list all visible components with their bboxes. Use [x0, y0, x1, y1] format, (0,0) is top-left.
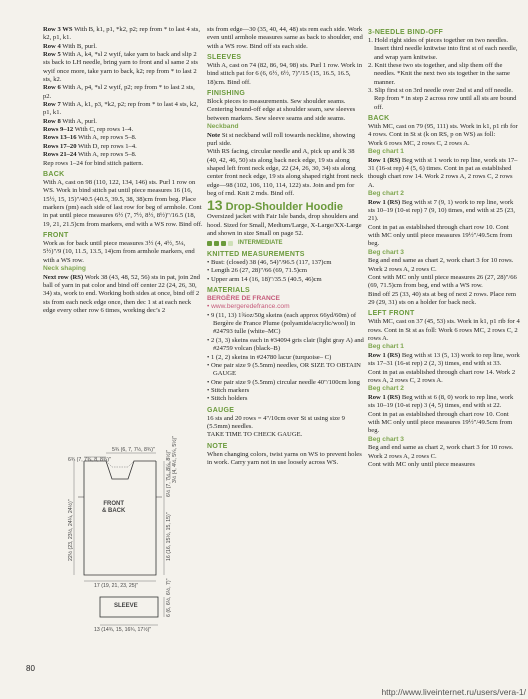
neck-shaping-heading: Neck shaping: [43, 264, 86, 272]
lf-chart3-text3: Cont with MC only until piece measures: [368, 461, 475, 468]
chart3-text2: Work 2 rows A, 2 rows C.: [368, 265, 437, 273]
right3-measurement: 16 (16, 15½, 15, 15)": [166, 512, 172, 561]
hoodie-back-text: With MC, cast on 79 (95, 111) sts. Work in k1, p1 rib for 4 rows. Cont in St st (k on RS, p on WS) as foll:: [368, 123, 518, 139]
brand-url[interactable]: • www.bergeredefrance.com: [207, 303, 290, 311]
measurement-item: • Upper arm 14 (16, 18)"/35.5 (40.5, 46)cm: [207, 275, 322, 283]
lf-chart2-heading: Beg chart 2: [368, 385, 404, 393]
measurement-item: • Length 26 (27, 28)"/66 (69, 71.5)cm: [207, 267, 308, 275]
schematic-diagram: [62, 435, 212, 649]
material-item: • 9 (11, 13) 1¾oz/50g skeins (each approx 66yd/60m) of Bergère de France Plume (polyamide/acrylic/wool) in #24793 tulle (white–MC): [207, 311, 357, 336]
pattern-row: Rows 9–12 With C, rep rows 1–4.: [43, 126, 134, 134]
skill-level: [207, 239, 365, 247]
gauge-heading: GAUGE: [207, 406, 235, 414]
pattern-row: Row 7 With A, k1, p3, *k2, p2; rep from * to last 4 sts, k2, p1, k1.: [43, 101, 199, 117]
pattern-row: Row 8 With A, purl.: [43, 117, 97, 125]
note-text: When changing colors, twist yarns on WS to prevent holes in work. Carry yarn not in use loosely across WS.: [207, 450, 362, 466]
bottom-measurement: 17 (19, 21, 23, 25)": [94, 583, 139, 589]
materials-heading: MATERIALS: [207, 286, 251, 294]
chart3-text4: Bind off 25 (33, 40) sts at beg of next 2 rows. Place rem 29 (29, 31) sts on a holder for back neck.: [368, 290, 517, 307]
lf-chart1-heading: Beg chart 1: [368, 343, 404, 351]
schematic-svg: [62, 439, 212, 649]
neckband-heading: Neckband: [207, 123, 239, 131]
chart3-text: Beg and end same as chart 2, work chart 3 for 10 rows.: [368, 257, 514, 265]
gauge-check: TAKE TIME TO CHECK GAUGE.: [207, 431, 303, 439]
chart2-text: Row 1 (RS) Beg with st 7 (9, 1) work to rep line, work sts 10–19 (10-st rep) 7 (9, 10) times, end with st 25 (23, 21).: [368, 198, 516, 223]
lf-chart2-text2: Cont in pat as established through chart row 10. Cont with MC only until piece measures 19½"/49.5cm from beg.: [368, 410, 513, 435]
knitted-measurements-list: [207, 259, 365, 284]
gauge-text: 16 sts and 20 rows = 4"/10cm over St st using size 9 (5.5mm) needles.: [207, 414, 345, 430]
hoodie-back-heading: BACK: [368, 115, 390, 123]
chart3-text3: Cont with MC only until piece measures 26 (27, 28)"/66 (69, 71.5)cm from beg, end with a WS row.: [368, 274, 517, 290]
lf-chart3-heading: Beg chart 3: [368, 435, 404, 443]
finishing-text: Block pieces to measurements. Sew shoulder seams. Centering bound-off edge at shoulder seam, sew sleeves between markers. Sew sleeve seams and side seams.: [207, 98, 356, 122]
neck-measurement: 6¾ (7, 7¾, 8, 8¾)": [68, 457, 111, 463]
sleeves-heading: SLEEVES: [207, 54, 242, 62]
lf-chart3-text: Beg and end same as chart 2, work chart 3 for 10 rows.: [368, 444, 514, 452]
left-front-text: With MC, cast on 37 (45, 53) sts. Work in k1, p1 rib for 4 rows. Cont in St st as foll: Work 6 rows MC, 2 rows C, 2 rows A.: [368, 318, 520, 343]
left-measurement: 22½ (23, 23½, 24¼, 24½)": [68, 499, 74, 561]
pattern-rows: [43, 26, 203, 168]
chart3-heading: Beg chart 3: [368, 248, 404, 256]
brand-name: BERGÈRE DE FRANCE: [207, 294, 280, 302]
sleeve-right-measurement: 6 (6, 6½, 6½, 7)": [166, 578, 172, 617]
skill-dot-icon: [221, 241, 226, 246]
bind-off-step: 2. Knit these two sts together, and slip them off the needles. *Knit the next two sts together in the same manner.: [368, 62, 510, 86]
material-item: • 2 (3, 3) skeins each in #34094 gris clair (light gray A) and #24759 volcan (black–B): [207, 336, 364, 353]
back-text: With A, cast on 98 (110, 122, 134, 146) sts. Purl 1 row on WS. Work in bind stitch pat until piece measures 16 (16, 15½, 15, 15)"/40.5 (40.5, 39.5, 38, 38)cm from beg. Place markers (pm) each side of last row for beg of armhole. Cont in pat until piece measures 6½ (7, 7½, 8½, 8½)"/16.5 (18, 19, 21, 21.5)cm from markers, end with a WS row. Bind off.: [43, 178, 203, 228]
lf-chart2-text: Row 1 (RS) Beg with st 6 (8, 0) work to rep line, work sts 10–19 (10-st rep) 3 (4, 5) times, end with st 22.: [368, 394, 514, 410]
measurement-item: • Bust: (closed) 38 (46, 54)"/96.5 (117, 137)cm: [207, 258, 332, 266]
neckband-text: With RS facing, circular needle and A, pick up and k 38 (40, 42, 46, 50) sts along back neck edge, 19 sts along shaped left front neck edge, 22 (24, 26, 30, 34) sts along center front neck edge, 19 sts along shaped right front neck edge—98 (102, 106, 110, 114, 122) sts. Join and pm for beg of rnd. Knit 2 rnds. Bind off.: [207, 148, 364, 198]
skill-dot-empty-icon: [228, 241, 233, 246]
skill-dot-icon: [214, 241, 219, 246]
chart2-heading: Beg chart 2: [368, 190, 404, 198]
skill-label: INTERMEDIATE: [238, 240, 283, 247]
lf-chart1-text2: Cont in pat as established through chart row 14. Work 2 rows A, 2 rows C, 2 rows A.: [368, 368, 516, 385]
front-back-label: FRONT & BACK: [102, 501, 126, 514]
material-item: • One pair size 9 (5.5mm) circular needle 40"/100cm long: [207, 378, 360, 386]
knitted-measurements-heading: KNITTED MEASUREMENTS: [207, 250, 305, 258]
column-2: [207, 26, 365, 467]
pattern-row: Row 6 With A, p4, *sl 2 wyif, p2; rep from * to last 2 sts, p2.: [43, 84, 195, 100]
materials-list: [207, 312, 365, 404]
bind-off-steps: [368, 37, 520, 112]
chart1-heading: Beg chart 1: [368, 148, 404, 156]
column-3: [368, 26, 520, 469]
neck-shaping-text: Next row (RS) Work 38 (43, 48, 52, 56) sts in pat, join 2nd ball of yarn in pat color and bind off center 22 (24, 26, 30, 34) sts, work to end. Working both sides at once, bind off 2 sts from each neck edge once, then dec 1 st at each neck edge every other row 6 times, working dec’s 2: [43, 273, 200, 314]
finishing-heading: FINISHING: [207, 90, 246, 98]
watermark-url: http://www.liveinternet.ru/users/vera-1/: [381, 687, 526, 697]
pattern-row: Rows 21–24 With A, rep rows 5–8.: [43, 151, 137, 159]
top-measurement: 5¾ (6, 7, 7½, 8¾)": [112, 447, 155, 453]
right2-measurement: 3½ (4, 4½, 5¼, 5½)": [172, 435, 178, 483]
lf-chart1-text: Row 1 (RS) Beg with st 13 (5, 13) work to rep line, work sts 17–31 (16-st rep) 2 (2, 3) times, end with st 33.: [368, 352, 520, 368]
front-heading: FRONT: [43, 231, 69, 239]
sleeve-bottom-measurement: 13 (14¾, 15, 16¾, 17½)": [94, 627, 152, 633]
chart1-text: Row 1 (RS) Beg with st 1 work to rep line, work sts 17–31 (16-st rep) 4 (5, 6) times. Cont in pat as established though chart row 14. Work 2 rows A, 2 rows C, 2 rows A.: [368, 156, 518, 189]
hoodie-back-text2: Work 6 rows MC, 2 rows C, 2 rows A.: [368, 139, 470, 147]
sleeves-text: With A, cast on 74 (82, 86, 94, 98) sts. Purl 1 row. Work in bind stitch pat for 6 (6, 6½, 6½, 7)"/15 (15, 16.5, 16.5, 18)cm. Bind off.: [207, 62, 363, 86]
material-item: • 1 (2, 2) skeins in #24780 lacur (turquoise– C): [207, 353, 332, 361]
back-heading: BACK: [43, 170, 65, 178]
chart2-text2: Cont in pat as established through chart row 10. Cont with MC only until piece measures 19½"/49.5cm from beg.: [368, 223, 513, 248]
pattern-description: Oversized jacket with Fair Isle bands, drop shoulders and hood. Sized for Small, Medium/Large, X-Large/XX-Large and shown in size Small on page 52.: [207, 213, 362, 238]
lf-chart3-text2: Work 2 rows A, 2 rows C.: [368, 452, 437, 460]
right-measurement: 6½ (7, 7½, 8¼, 8½)": [166, 449, 172, 497]
left-front-heading: LEFT FRONT: [368, 310, 415, 318]
skill-dot-icon: [207, 241, 212, 246]
pattern-row: Row 4 With B, purl.: [43, 42, 97, 50]
material-item: • Stitch markers: [207, 386, 250, 394]
bind-off-step: 1. Hold right sides of pieces together on two needles. Insert third needle knitwise into first st of each needle, and wrap yarn knitwise.: [368, 37, 518, 61]
pattern-row: Row 3 WS With B, k1, p1, *k2, p2; rep from * to last 4 sts, k2, p1, k1.: [43, 26, 201, 42]
page-number: 80: [26, 664, 35, 673]
col2-intro: sts from edge—30 (35, 40, 44, 48) sts rem each side. Work even until armhole measures same as back to shoulder, end with a WS row. Bind off sts each side.: [207, 26, 363, 50]
note-heading: NOTE: [207, 442, 228, 450]
sleeve-label: SLEEVE: [114, 603, 138, 609]
bind-off-heading: 3-NEEDLE BIND-OFF: [368, 29, 444, 36]
pattern-row: Rows 17–20 With D, rep rows 1–4.: [43, 142, 137, 150]
pattern-row: Row 5 With A, k4, *sl 2 wyif, take yarn to back and slip 2 sts back to LH needle, bring yarn to front and sl same 2 sts wyif once more, take yarn to back, k2; rep from * to last 2 sts, k2.: [43, 51, 198, 84]
bind-off-step: 3. Slip first st on 3rd needle over 2nd st and off needle. Rep from * in step 2 across row until all sts are bound off.: [368, 87, 517, 111]
neckband-note: Note St st neckband will roll towards neckline, showing purl side.: [207, 131, 356, 148]
column-1: [43, 26, 203, 315]
material-item: • One pair size 9 (5.5mm) needles, OR SIZE TO OBTAIN GAUGE: [207, 361, 361, 378]
front-text: Work as for back until piece measures 3½ (4, 4½, 5¼, 5½)"/9 (10, 11.5, 13.5, 14)cm from armhole markers, end with a WS row.: [43, 239, 195, 264]
pattern-title: 13 Drop-Shoulder Hoodie: [207, 197, 343, 214]
pattern-row: Rep rows 1–24 for bind stitch pattern.: [43, 159, 144, 167]
pattern-row: Rows 13–16 With A, rep rows 5–8.: [43, 134, 137, 142]
material-item: • Stitch holders: [207, 395, 248, 403]
